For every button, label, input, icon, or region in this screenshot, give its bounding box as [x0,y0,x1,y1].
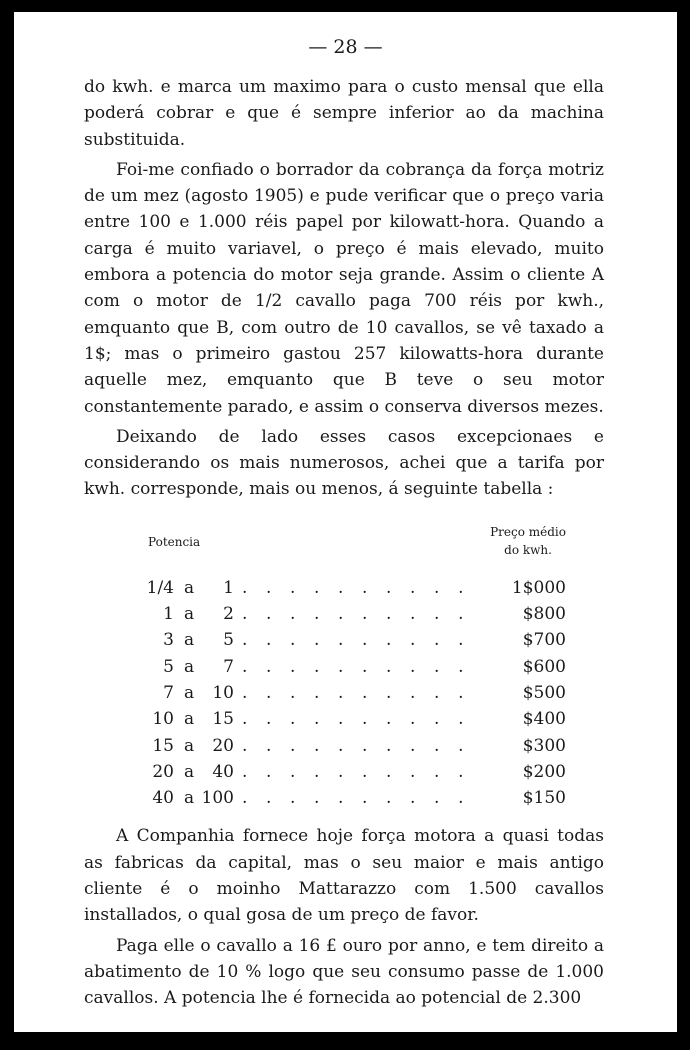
paragraph-2: Foi-me confiado o borrador da cobrança da força motriz de um mez (agosto 1905) e pude verificar que o preço varia entre 100 e 1.000 réis papel por kilowatt-hora. Quando a carga é muito variavel, o preço é mais elevado, muito embora a potencia do motor seja grande. Assim o cliente A com o motor de 1/2 cavallo paga 700 réis por kwh., emquanto que B, com outro de 10 cavallos, se vê taxado a 1$; mas o primeiro gastou 257 kilowatts-hora durante aquelle mez, emquanto que B teve o seu motor constantemente parado, e assim o conserva diversos mezes. [84,159,604,417]
table-row [84,759,604,785]
row-connector: a [184,656,195,677]
row-leader-dots: . . . . . . . . . . [242,577,471,598]
row-from: 7 [163,682,174,703]
table-header-potencia: Potencia [148,534,201,549]
row-leader-dots: . . . . . . . . . . [242,761,471,782]
table-header-preco [490,523,566,559]
row-from: 20 [152,761,174,782]
table-row [84,575,604,601]
price-table [84,575,604,812]
row-to: 20 [212,735,234,756]
row-price: $150 [522,788,566,809]
row-to: 15 [212,709,234,730]
table-row [84,654,604,680]
row-from: 10 [152,709,174,730]
paragraph-4: A Companhia fornece hoje força motora a quasi todas as fabricas da capital, mas o seu maior e mais antigo cliente é o moinho Mattarazzo com 1.500 cavallos installados, o qual gosa de um preço de favor. [84,826,604,926]
row-price: $300 [522,735,566,756]
row-leader-dots: . . . . . . . . . . [242,735,471,756]
paragraph-1: do kwh. e marca um maximo para o custo mensal que ella poderá cobrar e que é sempre inferior ao da machina substituida. [84,77,604,150]
table-row [84,680,604,706]
row-price: $200 [522,761,566,782]
row-from: 15 [152,735,174,756]
table-row [84,706,604,732]
row-to: 5 [223,630,234,651]
row-from: 1 [163,604,174,625]
row-connector: a [184,735,195,756]
row-price: $500 [522,682,566,703]
row-leader-dots: . . . . . . . . . . [242,604,471,625]
row-to: 1 [223,577,234,598]
row-price: $600 [522,656,566,677]
row-leader-dots: . . . . . . . . . . [242,788,471,809]
row-to: 10 [212,682,234,703]
row-connector: a [184,709,195,730]
page-number: — 28 — [308,36,383,58]
paragraph-5: Paga elle o cavallo a 16 £ ouro por anno, e tem direito a abatimento de 10 % logo que seu consumo passe de 1.000 cavallos. A potencia lhe é fornecida ao potencial de 2.300 [84,935,604,1009]
page [14,12,677,1032]
row-from: 5 [163,656,174,677]
table-row [84,733,604,759]
row-leader-dots: . . . . . . . . . . [242,630,471,651]
row-to: 100 [201,788,234,809]
row-connector: a [184,630,195,651]
table-row [84,627,604,653]
row-price: $400 [522,709,566,730]
row-leader-dots: . . . . . . . . . . [242,656,471,677]
row-connector: a [184,577,195,598]
row-price: 1$000 [511,577,566,598]
table-header-preco-line1: Preço médio [490,524,566,539]
row-from: 1/4 [146,577,174,598]
table-row [84,601,604,627]
table-header-preco-line2: do kwh. [504,542,552,557]
row-leader-dots: . . . . . . . . . . [242,682,471,703]
row-connector: a [184,788,195,809]
row-to: 2 [223,604,234,625]
table-header [84,523,604,569]
row-from: 40 [152,788,174,809]
row-to: 7 [223,656,234,677]
table-row [84,785,604,811]
row-from: 3 [163,630,174,651]
row-connector: a [184,761,195,782]
row-to: 40 [212,761,234,782]
paragraph-3: Deixando de lado esses casos excepcionaes e considerando os mais numerosos, achei que a tarifa por kwh. corresponde, mais ou menos, á seguinte tabella : [84,426,604,500]
row-connector: a [184,604,195,625]
row-connector: a [184,682,195,703]
row-leader-dots: . . . . . . . . . . [242,709,471,730]
body-text [84,74,604,1012]
row-price: $700 [522,630,566,651]
row-price: $800 [522,604,566,625]
